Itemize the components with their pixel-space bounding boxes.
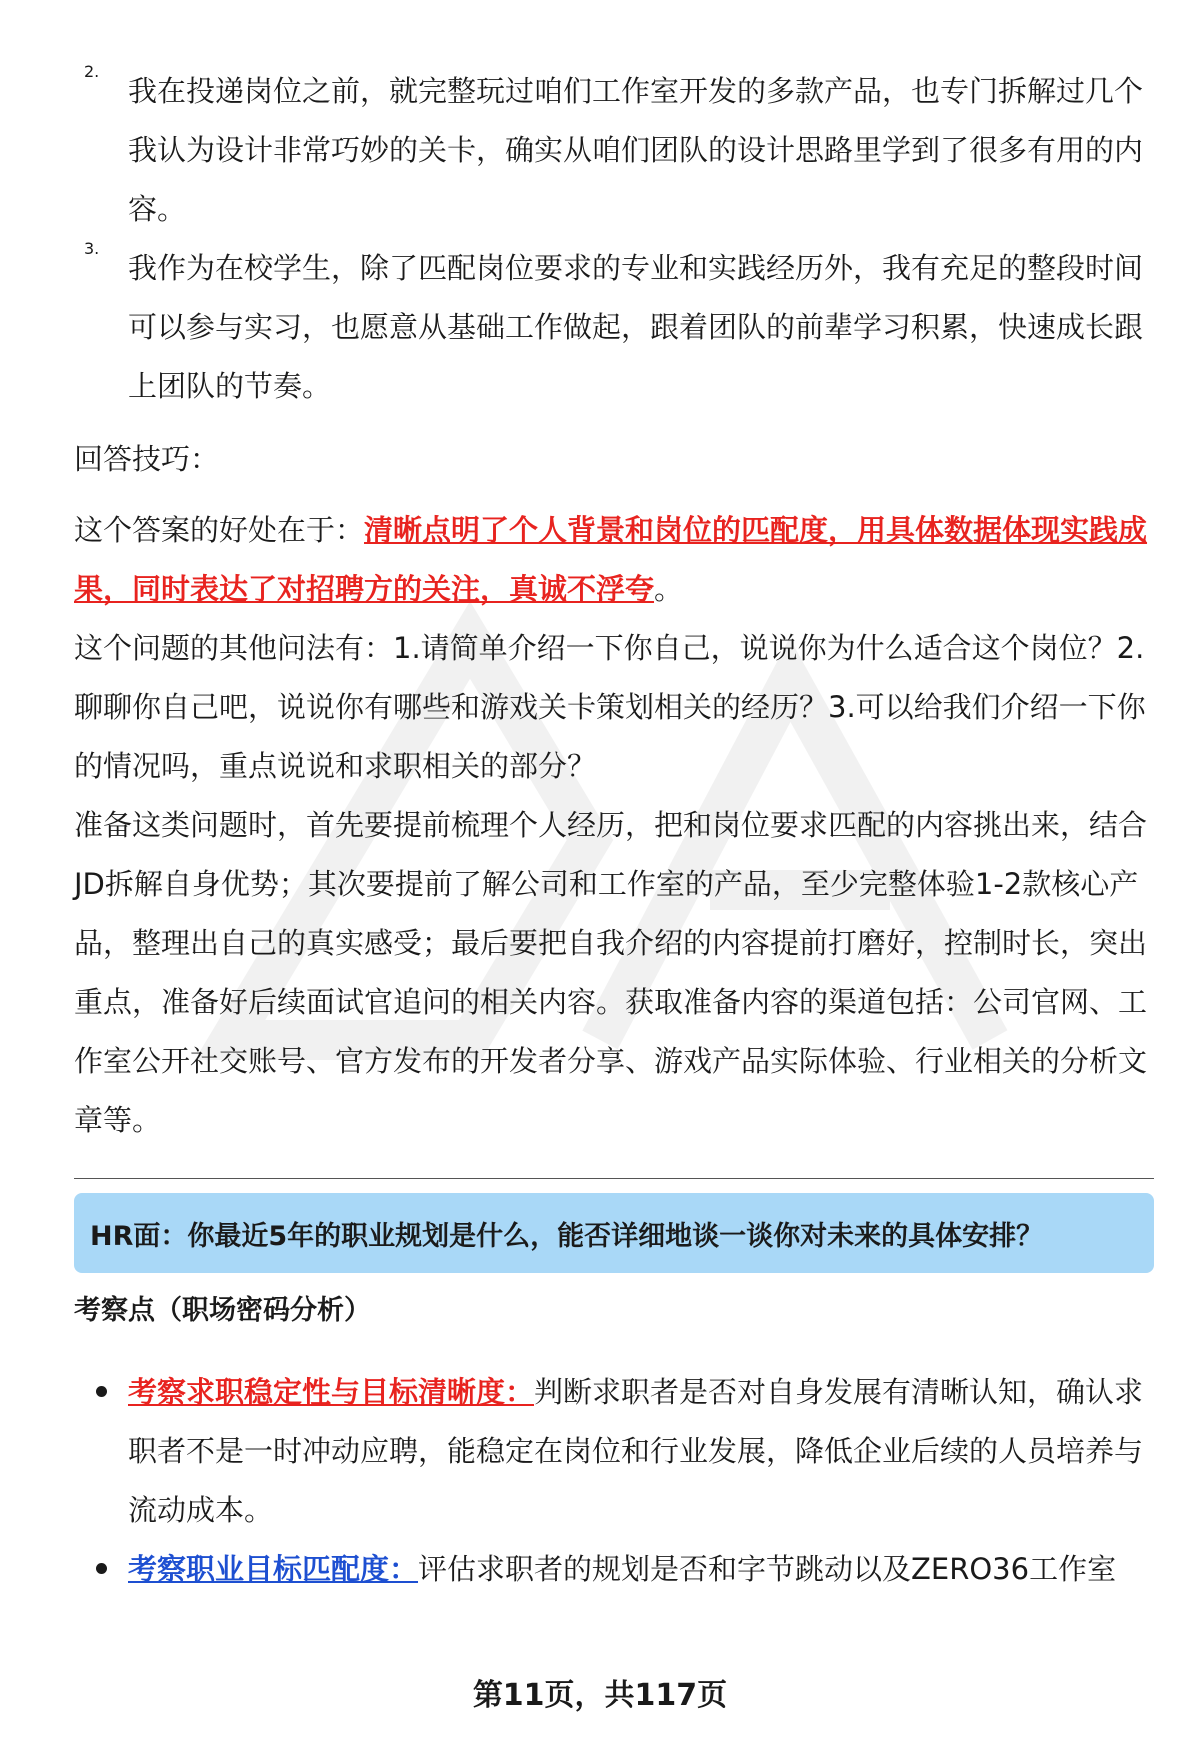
- question-text: HR面：你最近5年的职业规划是什么，能否详细地谈一谈你对未来的具体安排？: [90, 1220, 1044, 1252]
- bullet-keyword: 考察求职稳定性与目标清晰度：: [128, 1375, 535, 1409]
- list-number: 2.: [84, 62, 100, 81]
- list-item: [74, 62, 1154, 239]
- page-content: [74, 62, 1154, 1599]
- preparation-paragraph: 准备这类问题时，首先要提前梳理个人经历，把和岗位要求匹配的内容挑出来，结合JD拆解自身优势；其次要提前了解公司和工作室的产品，至少完整体验1-2款核心产品，整理出自己的真实感受；最后要把自我介绍的内容提前打磨好，控制时长，突出重点，准备好后续面试官追问的相关内容。获取准备内容的渠道包括：公司官网、工作室公开社交账号、官方发布的开发者分享、游戏产品实际体验、行业相关的分析文章等。: [74, 808, 1148, 1137]
- bullet-dot-icon: [96, 1563, 107, 1574]
- list-number: 3.: [84, 239, 100, 258]
- page-footer: 第11页，共117页: [472, 1678, 728, 1713]
- other-questions-paragraph: 这个问题的其他问法有：1.请简单介绍一下你自己，说说你为什么适合这个岗位？2.聊聊你自己吧，说说你有哪些和游戏关卡策划相关的经历？3.可以给我们介绍一下你的情况吗，重点说说和求职相关的部分？: [74, 631, 1146, 783]
- list-text: 我在投递岗位之前，就完整玩过咱们工作室开发的多款产品，也专门拆解过几个我认为设计非常巧妙的关卡，确实从咱们团队的设计思路里学到了很多有用的内容。: [128, 74, 1144, 226]
- tips-heading: 回答技巧：: [74, 442, 220, 476]
- list-item: [74, 239, 1154, 416]
- benefit-paragraph: [74, 501, 1154, 619]
- benefit-suffix: 。: [654, 572, 684, 606]
- bullet-text: 评估求职者的规划是否和字节跳动以及ZERO36工作室: [418, 1552, 1117, 1586]
- benefit-highlight: 清晰点明了个人背景和岗位的匹配度，用具体数据体现实践成果，同时表达了对招聘方的关注，真诚不浮夸: [74, 513, 1148, 606]
- bullet-text: 判断求职者是否对自身发展有清晰认知，确认求职者不是一时冲动应聘，能稳定在岗位和行业发展，降低企业后续的人员培养与流动成本。: [128, 1375, 1144, 1527]
- bullet-item: [74, 1540, 1154, 1599]
- bullet-item: [74, 1363, 1154, 1540]
- section-title: 考察点（职场密码分析）: [74, 1295, 371, 1326]
- list-text: 我作为在校学生，除了匹配岗位要求的专业和实践经历外，我有充足的整段时间可以参与实习，也愿意从基础工作做起，跟着团队的前辈学习积累，快速成长跟上团队的节奏。: [128, 251, 1144, 403]
- question-box: [74, 1193, 1154, 1273]
- bullet-list: [74, 1363, 1154, 1599]
- divider: [74, 1178, 1154, 1179]
- bullet-dot-icon: [96, 1386, 107, 1397]
- benefit-prefix: 这个答案的好处在于：: [74, 513, 365, 547]
- bullet-keyword: 考察职业目标匹配度：: [128, 1552, 419, 1586]
